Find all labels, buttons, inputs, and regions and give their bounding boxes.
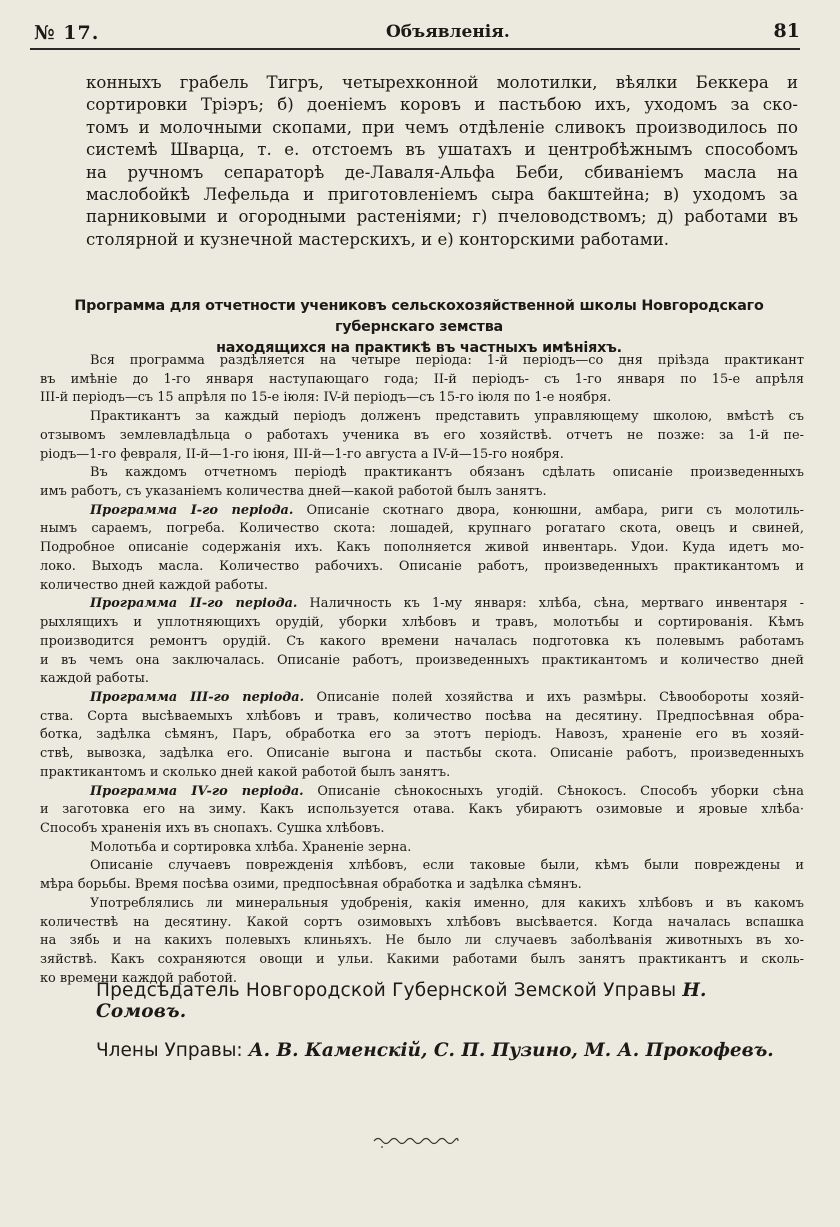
body-line-text: Описаніе сѣнокосныхъ угодій. Сѣнокосъ. Способъ уборки сѣна: [303, 783, 804, 799]
body-line: [40, 483, 804, 502]
body-line-text: и въ чемъ она заключалась. Описаніе работъ, произведенныхъ практикантомъ и количество дней: [40, 652, 804, 668]
lead-line: томъ и молочными скопами, при чемъ отдѣленіе сливокъ производилось по: [86, 117, 798, 137]
body-line: [40, 539, 804, 558]
body-line-text: III-й періодъ—съ 15 апрѣля по 15-е іюля: IV-й періодъ—съ 15-го іюля по 1-е ноября.: [40, 390, 612, 406]
body-line: [40, 352, 804, 371]
period-title: Программа II-го періода.: [90, 596, 298, 612]
body-line: [40, 633, 804, 652]
body-line: [40, 857, 804, 876]
body-line-text: количествѣ на десятину. Какой сортъ озимовыхъ хлѣбовъ высѣвается. Когда началась вспашка: [40, 914, 804, 930]
lead-line: парниковыми и огородными растеніями; г) пчеловодствомъ; д) работами въ: [86, 207, 798, 227]
lead-line: сортировки Тріэръ; б) доеніемъ коровъ и пастьбою ихъ, уходомъ за ско-: [86, 95, 798, 115]
body-line-text: Описаніе случаевъ поврежденія хлѣбовъ, если таковые были, кѣмъ были повреждены и: [90, 858, 804, 874]
body-line: [40, 427, 804, 446]
body-line: [40, 726, 804, 745]
body-line-text: Описаніе полей хозяйства и ихъ размѣры. Сѣвообороты хозяй-: [304, 689, 804, 705]
body-line-text: Молотьба и сортировка хлѣба. Храненіе зерна.: [90, 839, 412, 855]
program-body: [40, 352, 804, 988]
body-line-text: количество дней каждой работы.: [40, 577, 268, 593]
body-line-text: Употреблялись ли минеральныя удобренія, какія именно, для какихъ хлѣбовъ и въ какомъ: [90, 895, 804, 911]
body-line: [40, 595, 804, 614]
body-line: [40, 914, 804, 933]
chairman-label: Предсѣдатель Новгородской Губернской Земской Управы: [96, 980, 677, 1001]
body-line-text: имъ работъ, съ указаніемъ количества дней—какой работой былъ занятъ.: [40, 484, 547, 500]
body-line-text: Въ каждомъ отчетномъ періодѣ практикантъ обязанъ сдѣлать описаніе произведенныхъ: [90, 465, 804, 481]
body-line: [40, 932, 804, 951]
body-line: [40, 670, 804, 689]
body-line: [40, 652, 804, 671]
body-line: [40, 502, 804, 521]
body-line: [40, 408, 804, 427]
body-line-text: ко времени каждой работой.: [40, 970, 238, 986]
body-line: [40, 764, 804, 783]
body-line-text: въ имѣніе до 1-го января наступающаго года; II-й періодъ- съ 1-го января по 15-е апрѣля: [40, 371, 804, 387]
lead-line: маслобойкѣ Лефельда и приготовленіемъ сыра бакштейна; в) уходомъ за: [86, 185, 798, 205]
body-line-text: отзывомъ землевладѣльца о работахъ ученика въ его хозяйствѣ. отчетъ не позже: за 1-й пе-: [40, 427, 804, 443]
body-line: [40, 783, 804, 802]
body-line-text: Практикантъ за каждый періодъ долженъ представить управляющему школою, вмѣстѣ съ: [90, 409, 804, 425]
body-line-text: ріодъ—1-го февраля, II-й—1-го іюня, III-й—1-го августа а IV-й—15-го ноября.: [40, 446, 564, 462]
heading-line: находящихся на практикѣ въ частныхъ имѣніяхъ.: [216, 340, 622, 356]
header-rule: [30, 48, 800, 50]
body-line-text: ботка, задѣлка сѣмянъ, Паръ, обработка его за этотъ періодъ. Навозъ, храненіе его въ хозяй-: [40, 727, 804, 743]
body-line: [40, 745, 804, 764]
body-line-text: ствѣ, вывозка, задѣлка его. Описаніе выгона и пастьбы скота. Описаніе работъ, произведенныхъ: [40, 746, 804, 762]
body-line-text: производится ремонтъ орудій. Съ какого времени началась подготовка къ полевымъ работамъ: [40, 633, 804, 649]
page-header: [30, 18, 800, 48]
body-line: [40, 577, 804, 596]
body-line-text: Подробное описаніе содержанія ихъ. Какъ пополняется живой инвентарь. Удои. Куда идетъ мо-: [40, 540, 804, 556]
period-title: Программа III-го періода.: [90, 689, 305, 705]
program-heading: [36, 296, 802, 359]
section-title: Объявленія.: [386, 22, 510, 42]
period-title: Программа I-го періода.: [90, 502, 294, 518]
period-title: Программа IV-го періода.: [90, 783, 304, 799]
body-line-text: и заготовка его на зиму. Какъ используется отава. Какъ убираютъ озимовые и яровые хлѣба·: [40, 802, 804, 818]
body-line: [40, 371, 804, 390]
chairman-signature: [96, 980, 796, 1022]
body-line: [40, 895, 804, 914]
body-line-text: Наличность къ 1-му января: хлѣба, сѣна, мертваго инвентаря -: [297, 596, 805, 612]
lead-line: на ручномъ сепараторѣ де-Лаваля-Альфа Беби, сбиваніемъ масла на: [86, 162, 798, 182]
members-label: Члены Управы:: [96, 1040, 243, 1061]
body-line-text: рыхлящихъ и уплотняющихъ орудій, уборки хлѣбовъ и травъ, молотьбы и сортированія. Кѣмъ: [40, 615, 804, 631]
body-line-text: мѣра борьбы. Время посѣва озими, предпосѣвная обработка и задѣлка сѣмянъ.: [40, 877, 582, 893]
lead-paragraph: [86, 72, 798, 251]
body-line: [40, 558, 804, 577]
body-line: [40, 876, 804, 895]
ornament-divider: [372, 1132, 460, 1150]
body-line: [40, 464, 804, 483]
members-signature: [96, 1040, 816, 1061]
page-number: 81: [773, 20, 800, 42]
body-line-text: Вся программа раздѣляется на четыре періода: 1-й періодъ—со дня пріѣзда практикант: [90, 353, 804, 368]
body-line-text: на зябь и на какихъ полевыхъ клиньяхъ. Не было ли случаевъ заболѣванія животныхъ въ хо-: [40, 933, 804, 949]
body-line-text: Способъ храненія ихъ въ снопахъ. Сушка хлѣбовъ.: [40, 820, 385, 836]
body-line: [40, 951, 804, 970]
body-line: [40, 520, 804, 539]
heading-line: Программа для отчетности учениковъ сельскохозяйственной школы Новгородскаго губернскаго земства: [74, 298, 764, 335]
body-line-text: ства. Сорта высѣваемыхъ хлѣбовъ и травъ, количество посѣва на десятину. Предпосѣвная обра-: [40, 708, 804, 724]
body-line-text: Описаніе скотнаго двора, конюшни, амбара, риги съ молотиль-: [293, 502, 804, 518]
body-line: [40, 614, 804, 633]
body-line: [40, 839, 804, 858]
lead-line: столярной и кузнечной мастерскихъ, и е) конторскими работами.: [86, 229, 670, 249]
body-line: [40, 708, 804, 727]
issue-number: № 17.: [34, 22, 100, 44]
body-line: [40, 820, 804, 839]
members-names: А. В. Каменскій, С. П. Пузино, М. А. Прокофевъ.: [248, 1040, 774, 1061]
body-line: [40, 389, 804, 408]
body-line: [40, 689, 804, 708]
body-line-text: нымъ сараемъ, погреба. Количество скота: лошадей, крупнаго рогатаго скота, овецъ и свиней,: [40, 521, 804, 537]
body-line-text: локо. Выходъ масла. Количество рабочихъ. Описаніе работъ, произведенныхъ практикантомъ и: [40, 558, 804, 574]
chairman-name: Н. Сомовъ.: [96, 980, 707, 1022]
body-line: [40, 446, 804, 465]
lead-line: системѣ Шварца, т. е. отстоемъ въ ушатахъ и центробѣжнымъ способомъ: [86, 140, 798, 160]
lead-line: конныхъ грабель Тигръ, четырехконной молотилки, вѣялки Беккера и: [86, 73, 798, 92]
body-line: [40, 801, 804, 820]
body-line-text: зяйствѣ. Какъ сохраняются овощи и ульи. Какими работами былъ занятъ практикантъ и сколь-: [40, 952, 804, 967]
body-line-text: каждой работы.: [40, 671, 149, 687]
body-line-text: практикантомъ и сколько дней какой работой былъ занятъ.: [40, 764, 451, 780]
